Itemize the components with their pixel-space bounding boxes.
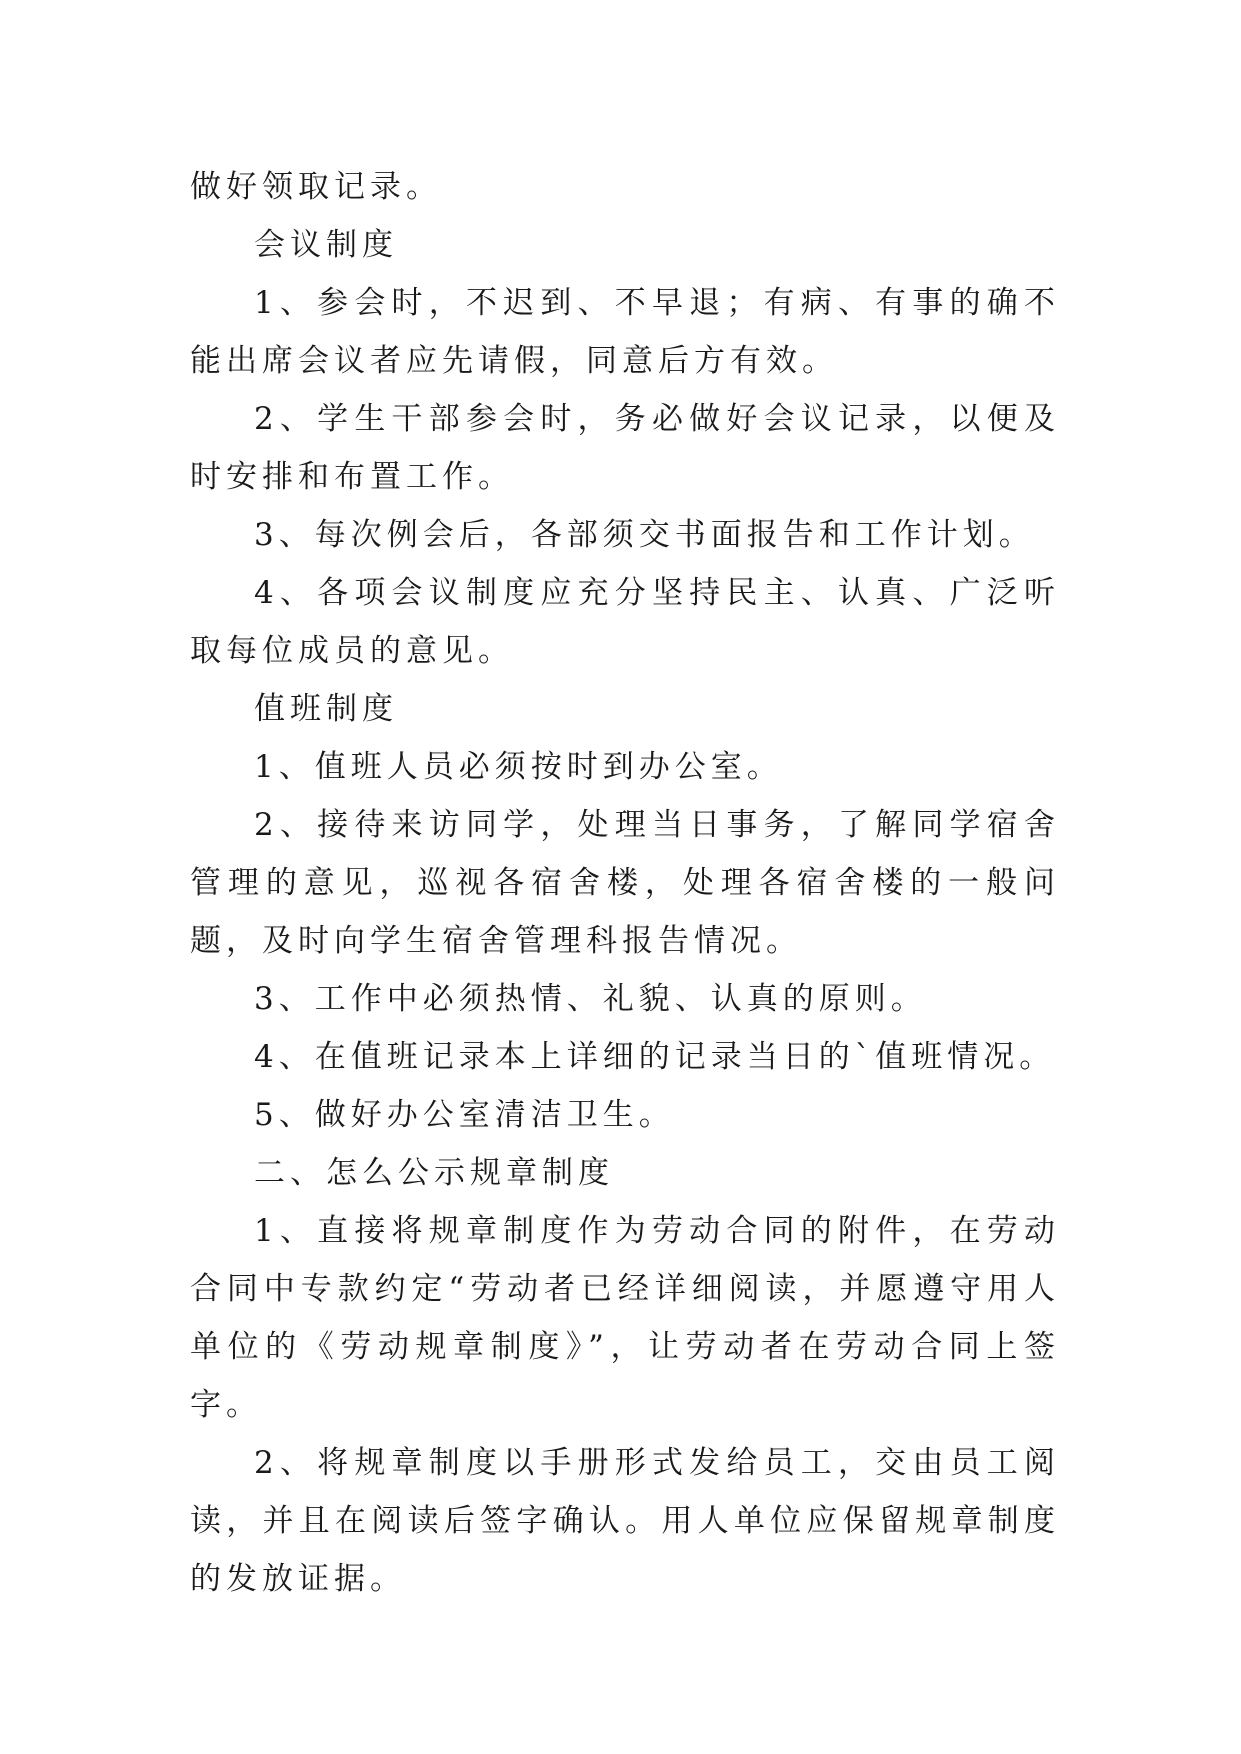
paragraph-3: 1、参会时，不迟到、不早退；有病、有事的确不能出席会议者应先请假，同意后方有效。 [190,285,1060,379]
paragraph-15: 2、将规章制度以手册形式发给员工，交由员工阅读，并且在阅读后签字确认。用人单位应保留规章制度的发放证据。 [190,1445,1060,1597]
document-body [190,158,1060,1608]
paragraph-10: 3、工作中必须热情、礼貌、认真的原则。 [254,981,927,1017]
paragraph-9: 2、接待来访同学，处理当日事务，了解同学宿舍管理的意见，巡视各宿舍楼，处理各宿舍楼的一般问题，及时向学生宿舍管理科报告情况。 [190,807,1060,959]
paragraph-5: 3、每次例会后，各部须交书面报告和工作计划。 [254,517,1035,553]
section-heading-duty-rules: 值班制度 [254,691,398,727]
paragraph-12: 5、做好办公室清洁卫生。 [254,1097,675,1133]
section-heading-meeting-rules: 会议制度 [254,227,398,263]
paragraph-8: 1、值班人员必须按时到办公室。 [254,749,783,785]
paragraph-6: 4、各项会议制度应充分坚持民主、认真、广泛听取每位成员的意见。 [190,575,1060,669]
paragraph-14: 1、直接将规章制度作为劳动合同的附件，在劳动合同中专款约定“劳动者已经详细阅读，并愿遵守用人单位的《劳动规章制度》”，让劳动者在劳动合同上签字。 [190,1213,1060,1423]
paragraph-11: 4、在值班记录本上详细的记录当日的`值班情况。 [254,1039,1056,1075]
section-heading-publicize-rules: 二、怎么公示规章制度 [254,1155,614,1191]
paragraph-1: 做好领取记录。 [190,169,442,205]
paragraph-4: 2、学生干部参会时，务必做好会议记录，以便及时安排和布置工作。 [190,401,1060,495]
